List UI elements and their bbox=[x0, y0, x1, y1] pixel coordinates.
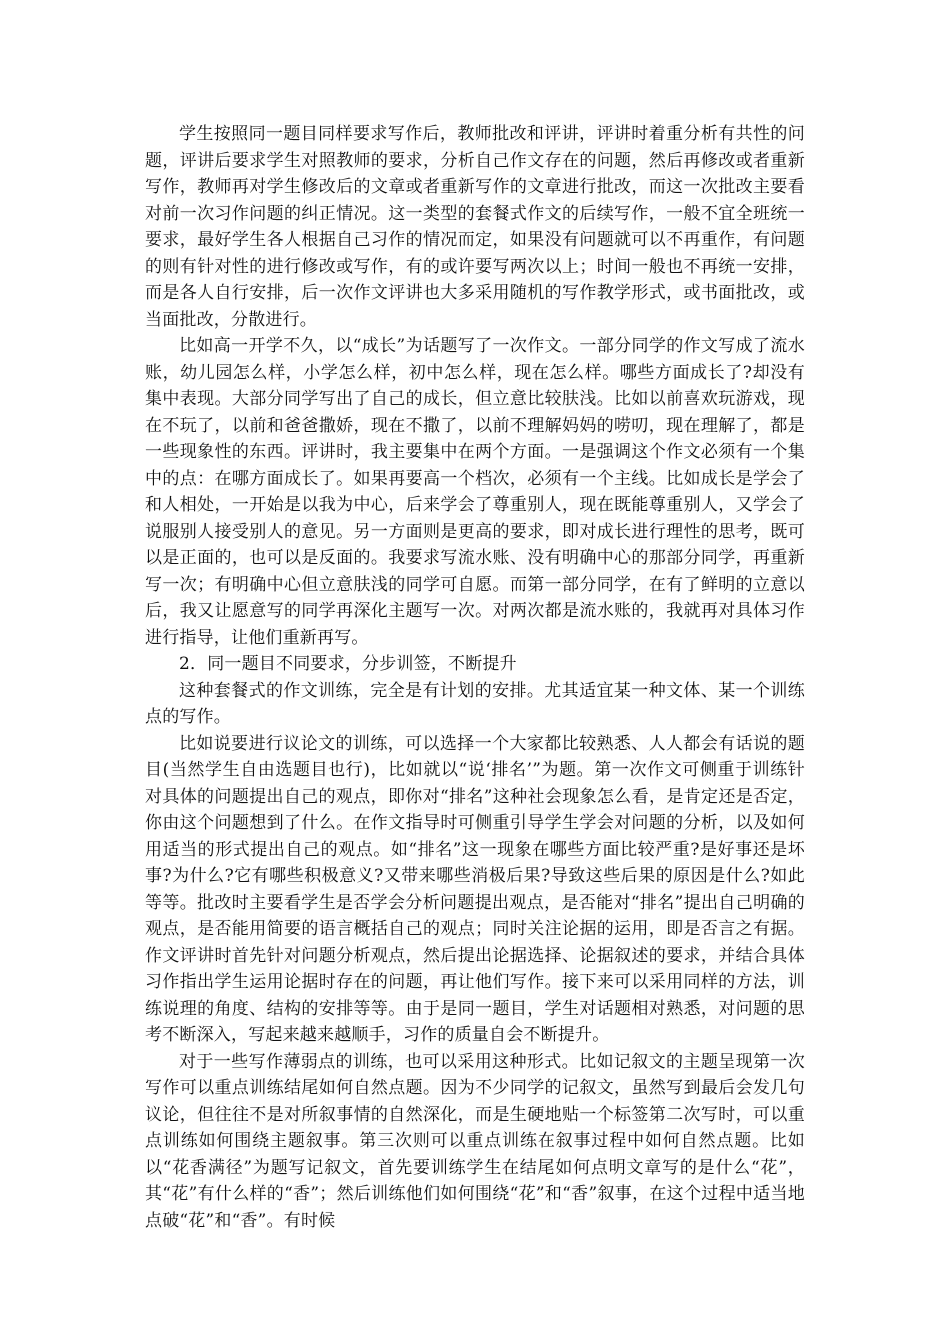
paragraph-3: 这种套餐式的作文训练，完全是有计划的安排。尤其适宜某一种文体、某一个训练点的写作。 bbox=[145, 680, 805, 727]
paragraph-5: 对于一些写作薄弱点的训练，也可以采用这种形式。比如记叙文的主题呈现第一次写作可以重点训练结尾如何自然点题。因为不少同学的记叙文，虽然写到最后会发几句议论，但往往不是对所叙事情的自然深化，而是生硬地贴一个标签第二次写时，可以重点训练如何围绕主题叙事。第三次则可以重点训练在叙事过程中如何自然点题。比如以“花香满径”为题写记叙文，首先要训练学生在结尾如何点明文章写的是什么“花”，其“花”有什么样的“香”；然后训练他们如何围绕“花”和“香”叙事，在这个过程中适当地点破“花”和“香”。有时候 bbox=[145, 1051, 805, 1231]
document-page bbox=[145, 121, 805, 1234]
section-heading: 2．同一题目不同要求，分步训签，不断提升 bbox=[179, 654, 517, 674]
paragraph-4: 比如说要进行议论文的训练，可以选择一个大家都比较熟悉、人人都会有话说的题目(当然学生自由选题目也行)，比如就以“说‘排名’”为题。第一次作文可侧重于训练针对具体的问题提出自己的观点，即你对“排名”这种社会现象怎么看，是肯定还是否定，你由这个问题想到了什么。在作文指导时可侧重引导学生学会对问题的分析，以及如何用适当的形式提出自己的观点。如“排名”这一现象在哪些方面比较严重?是好事还是坏事?为什么?它有哪些积极意义?又带来哪些消极后果?导致这些后果的原因是什么?如此等等。批改时主要看学生是否学会分析问题提出观点，是否能对“排名”提出自己明确的观点，是否能用简要的语言概括自己的观点；同时关注论据的运用，即是否言之有据。作文评讲时首先针对问题分析观点，然后提出论据选择、论据叙述的要求，并结合具体习作指出学生运用论据时存在的问题，再让他们写作。接下来可以采用同样的方法，训练说理的角度、结构的安排等等。由于是同一题目，学生对话题相对熟悉，对问题的思考不断深入，写起来越来越顺手，习作的质量自会不断提升。 bbox=[145, 733, 805, 1045]
paragraph-2: 比如高一开学不久，以“成长”为话题写了一次作文。一部分同学的作文写成了流水账，幼儿园怎么样，小学怎么样，初中怎么样，现在怎么样。哪些方面成长了?却没有集中表现。大部分同学写出了自己的成长，但立意比较肤浅。比如以前喜欢玩游戏，现在不玩了，以前和爸爸撒娇，现在不撒了，以前不理解妈妈的唠叨，现在理解了，都是一些现象性的东西。评讲时，我主要集中在两个方面。一是强调这个作文必须有一个集中的点：在哪方面成长了。如果再要高一个档次，必须有一个主线。比如成长是学会了和人相处，一开始是以我为中心，后来学会了尊重别人，现在既能尊重别人，又学会了说服别人接受别人的意见。另一方面则是更高的要求，即对成长进行理性的思考，既可以是正面的，也可以是反面的。我要求写流水账、没有明确中心的那部分同学，再重新写一次；有明确中心但立意肤浅的同学可自愿。而第一部分同学，在有了鲜明的立意以后，我又让愿意写的同学再深化主题写一次。对两次都是流水账的，我就再对具体习作进行指导，让他们重新再写。 bbox=[145, 336, 805, 648]
paragraph-1: 学生按照同一题目同样要求写作后，教师批改和评讲，评讲时着重分析有共性的问题，评讲后要求学生对照教师的要求，分析自己作文存在的问题，然后再修改或者重新写作，教师再对学生修改后的文章或者重新写作的文章进行批改，而这一次批改主要看对前一次习作问题的纠正情况。这一类型的套餐式作文的后续写作，一般不宜全班统一要求，最好学生各人根据自己习作的情况而定，如果没有问题就可以不再重作，有问题的则有针对性的进行修改或写作，有的或许要写两次以上；时间一般也不再统一安排，而是各人自行安排，后一次作文评讲也大多采用随机的写作教学形式，或书面批改，或当面批改，分散进行。 bbox=[145, 124, 805, 330]
